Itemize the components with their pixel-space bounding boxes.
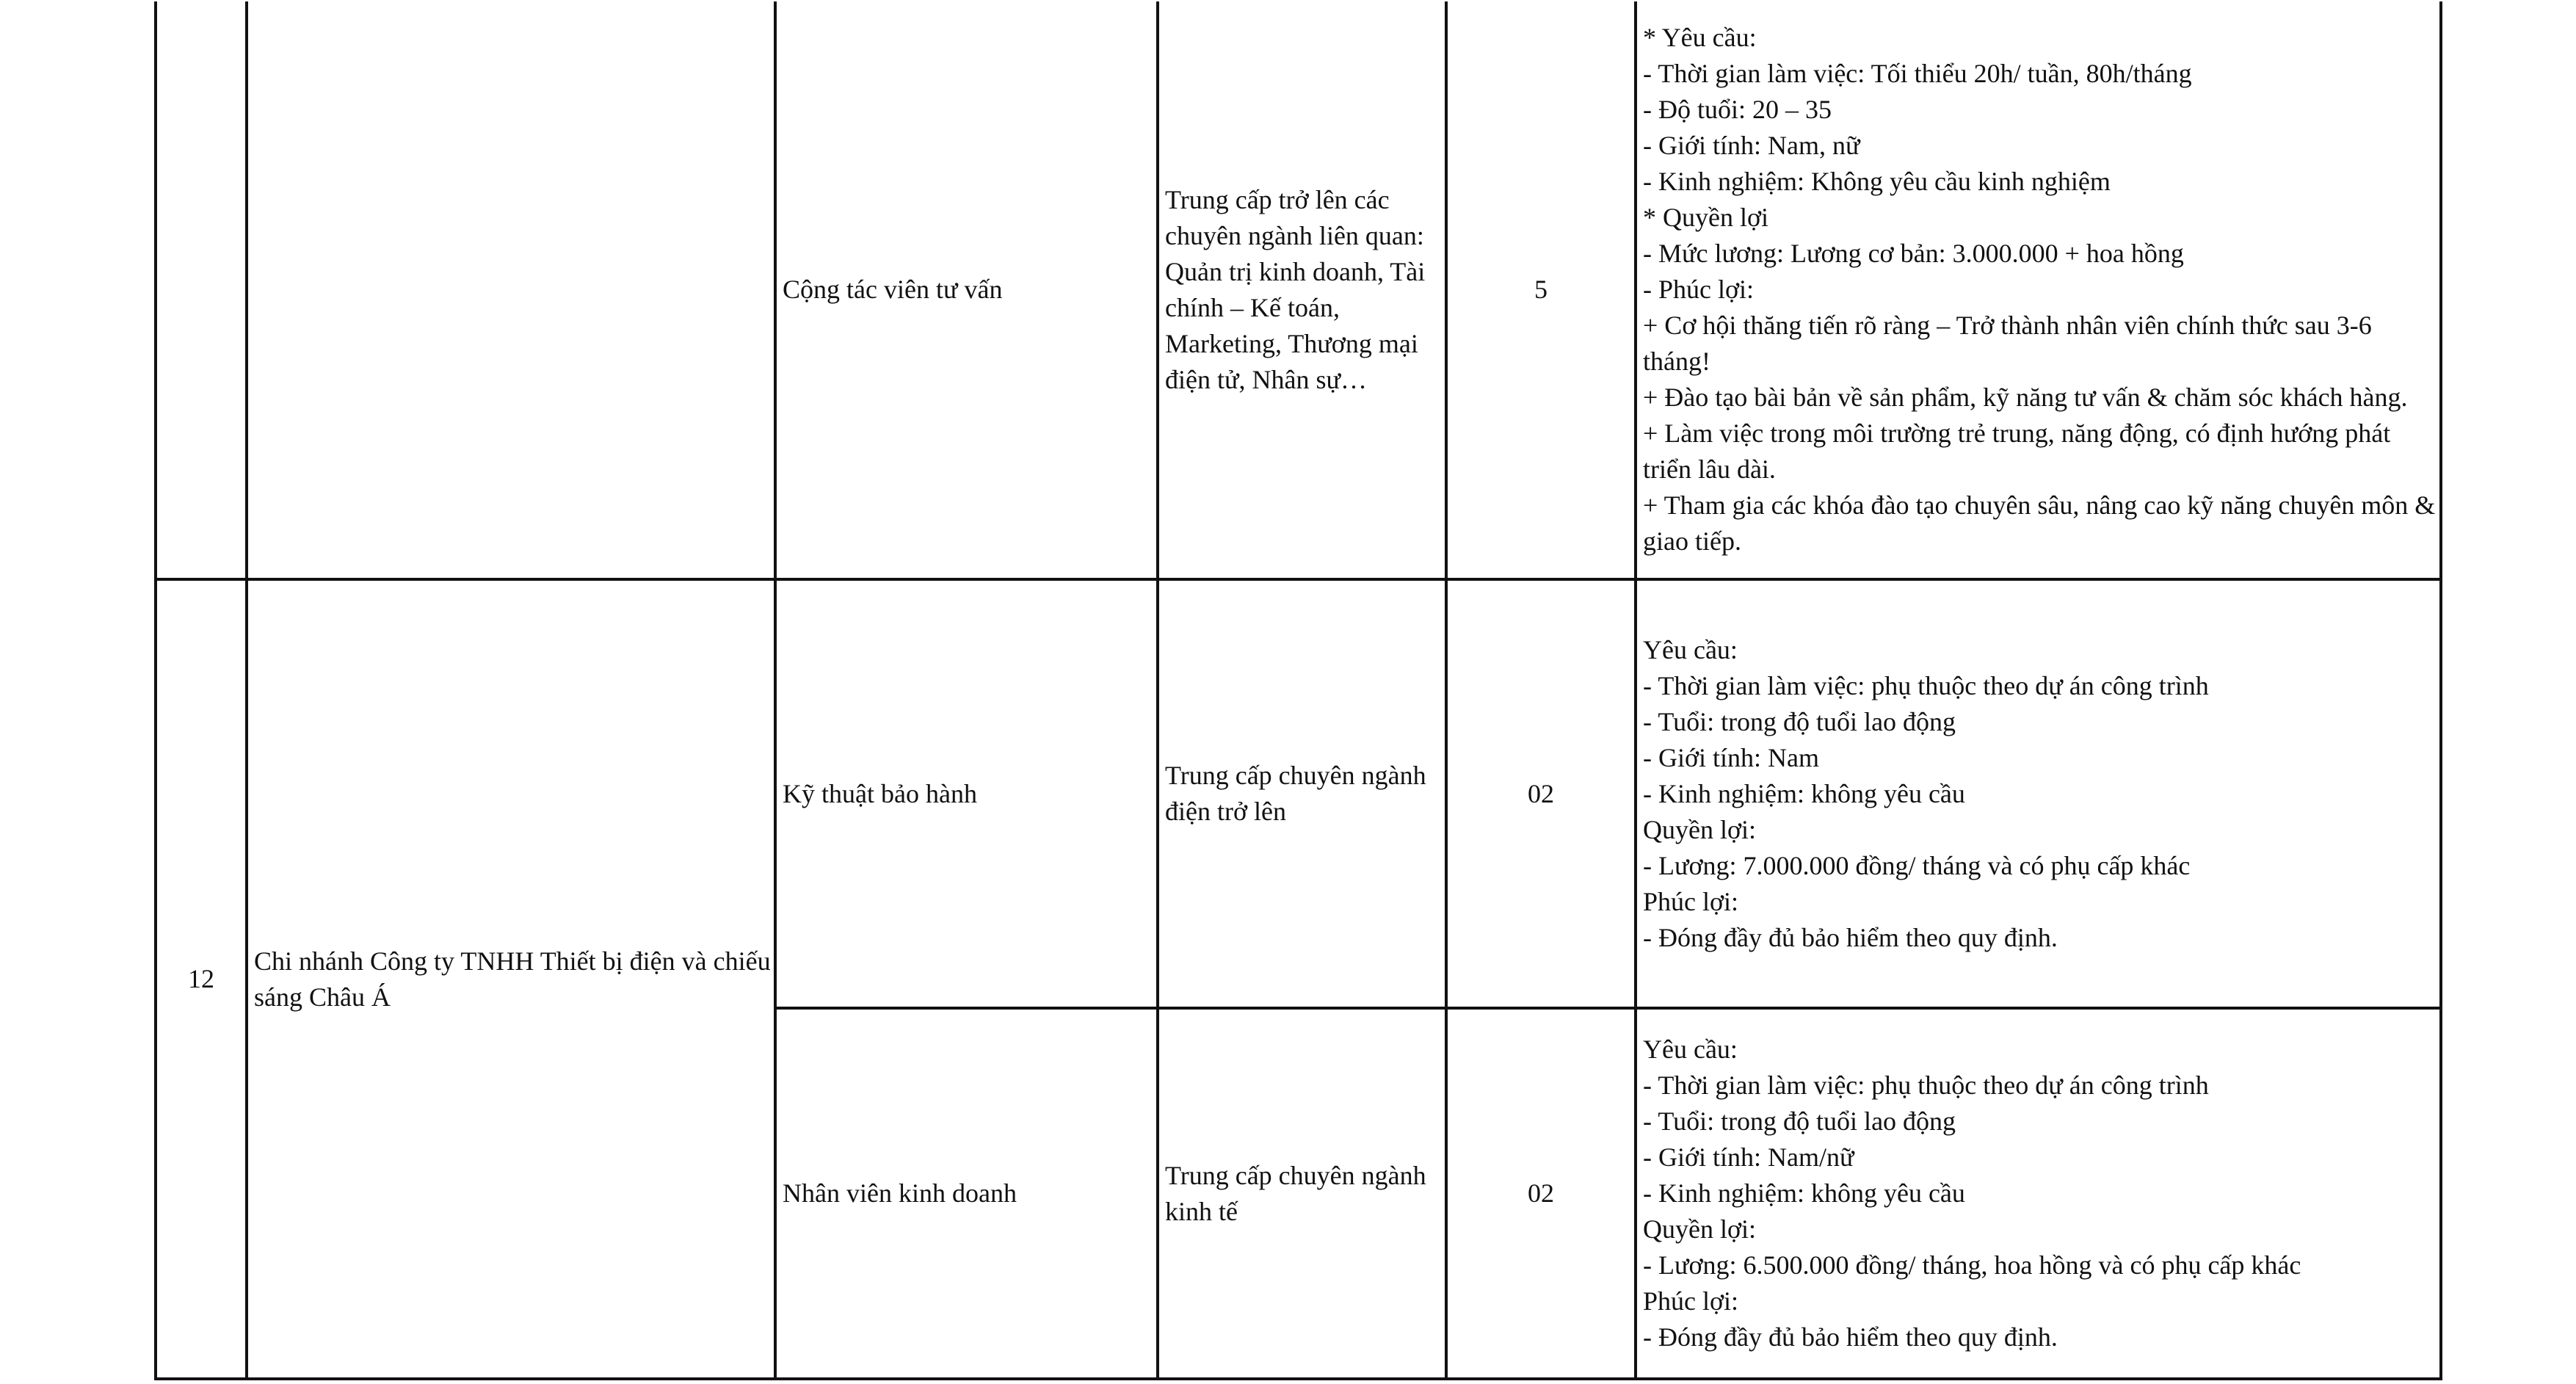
job-listing-table bbox=[154, 1, 2442, 1380]
qualification-text: Trung cấp chuyên ngành điện trở lên bbox=[1165, 761, 1426, 826]
quantity-value: 5 bbox=[1534, 275, 1548, 304]
requirement-line: + Đào tạo bài bản về sản phẩm, kỹ năng tư vấn & chăm sóc khách hàng. bbox=[1643, 383, 2408, 412]
requirement-line: - Mức lương: Lương cơ bản: 3.000.000 + hoa hồng bbox=[1643, 239, 2184, 268]
position-cell bbox=[775, 1, 1158, 579]
requirements-cell bbox=[1636, 1, 2441, 579]
quantity-cell bbox=[1446, 1, 1636, 579]
requirements-cell bbox=[1636, 1008, 2441, 1379]
requirement-line: - Thời gian làm việc: phụ thuộc theo dự án công trình bbox=[1643, 1070, 2209, 1100]
requirement-line: Yêu cầu: bbox=[1643, 1035, 1738, 1064]
position-cell bbox=[775, 1008, 1158, 1379]
position-title: Cộng tác viên tư vấn bbox=[783, 275, 1003, 304]
quantity-value: 02 bbox=[1528, 1178, 1554, 1208]
position-title: Nhân viên kinh doanh bbox=[783, 1178, 1017, 1208]
requirement-line: - Lương: 6.500.000 đồng/ tháng, hoa hồng và có phụ cấp khác bbox=[1643, 1250, 2301, 1280]
company-name: Chi nhánh Công ty TNHH Thiết bị điện và chiếu sáng Châu Á bbox=[254, 946, 771, 1012]
requirements-cell bbox=[1636, 579, 2441, 1008]
qualification-cell bbox=[1158, 1008, 1446, 1379]
qualification-text: Trung cấp chuyên ngành kinh tế bbox=[1165, 1160, 1426, 1226]
quantity-value: 02 bbox=[1528, 778, 1554, 808]
requirement-line: - Đóng đầy đủ bảo hiểm theo quy định. bbox=[1643, 1322, 2058, 1352]
requirement-line: Yêu cầu: bbox=[1643, 634, 1738, 664]
requirement-line: + Làm việc trong môi trường trẻ trung, năng động, có định hướng phát triển lâu dài. bbox=[1643, 419, 2391, 484]
company-cell bbox=[247, 579, 775, 1379]
requirement-line: * Quyền lợi bbox=[1643, 203, 1769, 232]
qualification-text: Trung cấp trở lên các chuyên ngành liên quan: Quản trị kinh doanh, Tài chính – Kế toán, Marketing, Thương mại điện tử, Nhân sự… bbox=[1165, 184, 1426, 394]
requirement-line: - Tuổi: trong độ tuổi lao động bbox=[1643, 706, 1956, 736]
position-title: Kỹ thuật bảo hành bbox=[783, 778, 977, 808]
requirement-line: Phúc lợi: bbox=[1643, 1286, 1739, 1316]
requirement-line: - Độ tuổi: 20 – 35 bbox=[1643, 95, 1832, 124]
requirements-list bbox=[1643, 1030, 2439, 1357]
requirement-line: + Cơ hội thăng tiến rõ ràng – Trở thành nhân viên chính thức sau 3-6 tháng! bbox=[1643, 311, 2372, 376]
table-row bbox=[156, 579, 2441, 1008]
requirement-line: - Giới tính: Nam bbox=[1643, 742, 1820, 772]
row-number: 12 bbox=[188, 964, 214, 993]
requirement-line: - Phúc lợi: bbox=[1643, 275, 1755, 304]
requirements-list bbox=[1643, 631, 2439, 957]
row-number-cell bbox=[156, 1, 247, 579]
qualification-cell bbox=[1158, 579, 1446, 1008]
requirement-line: Quyền lợi: bbox=[1643, 814, 1757, 844]
requirement-line: - Kinh nghiệm: không yêu cầu bbox=[1643, 778, 1965, 808]
table-row bbox=[156, 1, 2441, 579]
position-cell bbox=[775, 579, 1158, 1008]
requirement-line: - Thời gian làm việc: Tối thiểu 20h/ tuần, 80h/tháng bbox=[1643, 59, 2192, 88]
requirement-line: - Kinh nghiệm: Không yêu cầu kinh nghiệm bbox=[1643, 167, 2111, 196]
requirement-line: - Kinh nghiệm: không yêu cầu bbox=[1643, 1178, 1965, 1208]
qualification-cell bbox=[1158, 1, 1446, 579]
requirement-line: - Thời gian làm việc: phụ thuộc theo dự án công trình bbox=[1643, 670, 2209, 700]
requirements-list bbox=[1643, 18, 2439, 561]
quantity-cell bbox=[1446, 1008, 1636, 1379]
requirement-line: - Đóng đầy đủ bảo hiểm theo quy định. bbox=[1643, 922, 2058, 952]
quantity-cell bbox=[1446, 579, 1636, 1008]
requirement-line: * Yêu cầu: bbox=[1643, 23, 1757, 52]
requirement-line: - Lương: 7.000.000 đồng/ tháng và có phụ cấp khác bbox=[1643, 850, 2191, 880]
requirement-line: Quyền lợi: bbox=[1643, 1214, 1757, 1244]
requirement-line: - Tuổi: trong độ tuổi lao động bbox=[1643, 1106, 1956, 1136]
row-number-cell bbox=[156, 579, 247, 1379]
requirement-line: - Giới tính: Nam/nữ bbox=[1643, 1142, 1854, 1172]
requirement-line: + Tham gia các khóa đào tạo chuyên sâu, nâng cao kỹ năng chuyên môn & giao tiếp. bbox=[1643, 490, 2436, 556]
requirement-line: Phúc lợi: bbox=[1643, 886, 1739, 916]
requirement-line: - Giới tính: Nam, nữ bbox=[1643, 131, 1860, 160]
company-cell bbox=[247, 1, 775, 579]
